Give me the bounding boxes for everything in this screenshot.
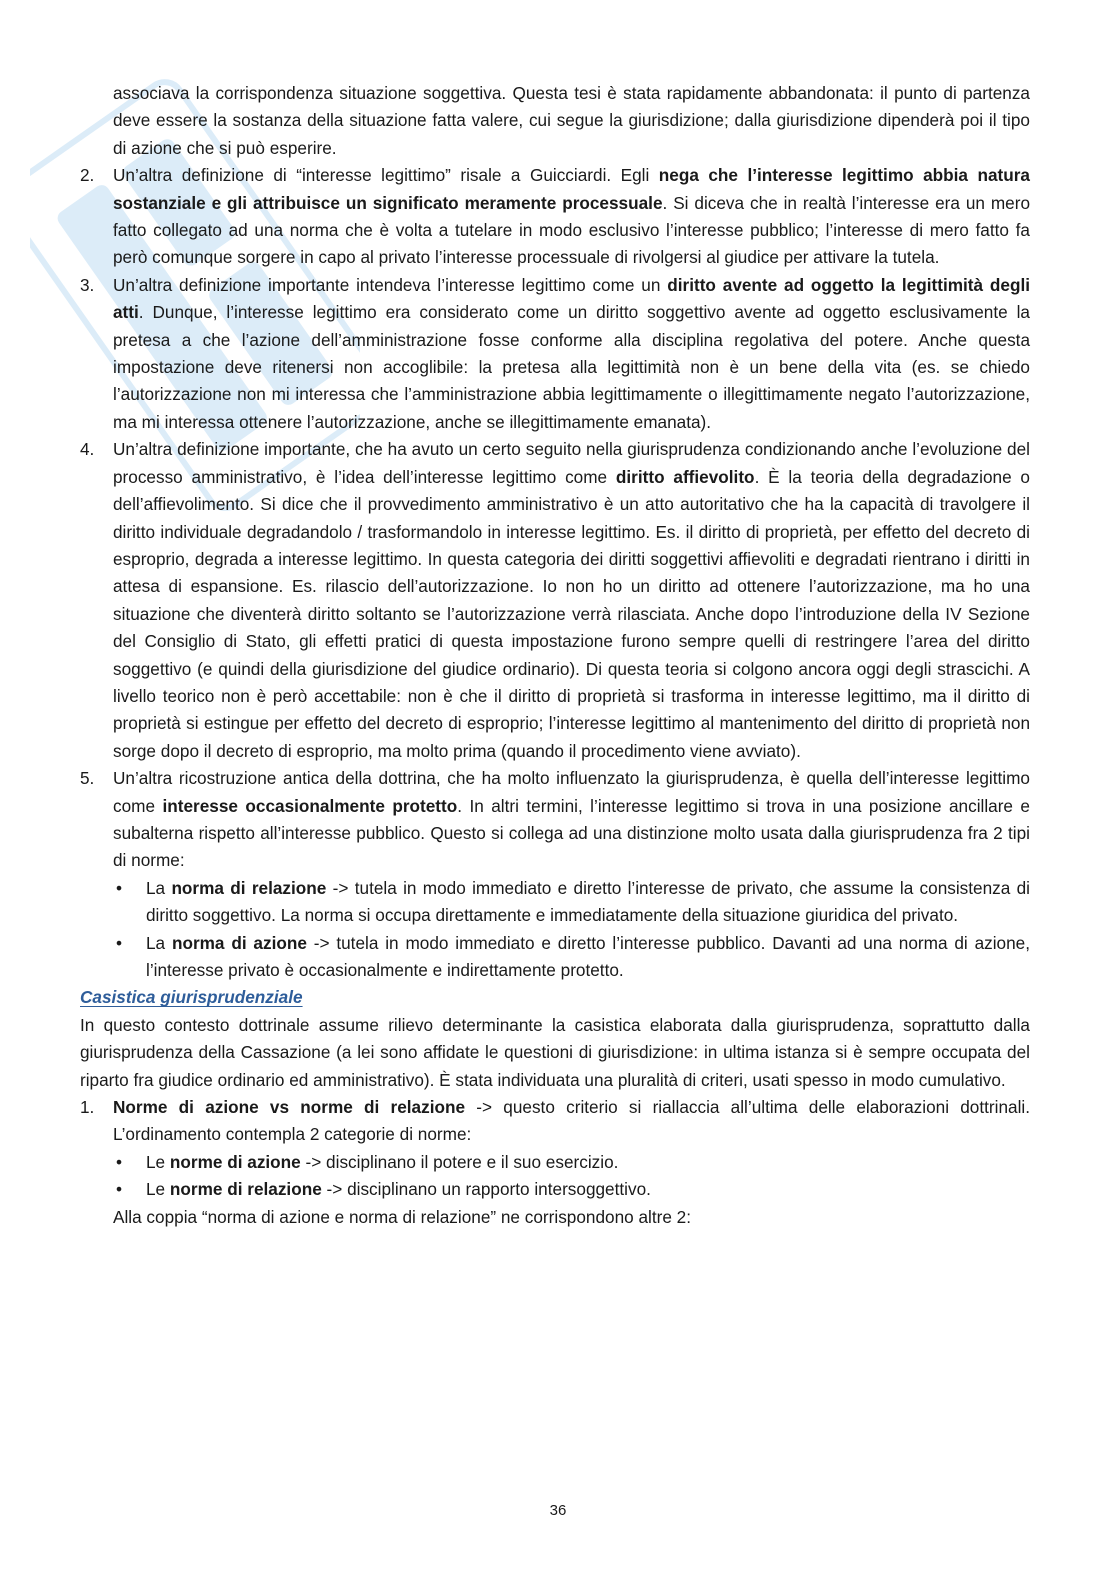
section-intro: In questo contesto dottrinale assume rilievo determinante la casistica elaborata dalla giurisprudenza, soprattutto dalla giurisprudenza della Cassazione (a lei sono affidate le questioni di giurisdizione: in ultima istanza si è sempre occupata del riparto fra giudice ordinario ed amministrativo). È stata individuata una pluralità di criteri, usati spesso in modo cumulativo.: [80, 1014, 1030, 1090]
bullet-bold-text: norme di azione: [169, 1151, 301, 1172]
bullet-text: -> disciplinano un rapporto intersoggettivo.: [321, 1179, 651, 1200]
list-number: 5.: [80, 768, 95, 789]
bullet-bold-text: norma di azione: [171, 932, 307, 953]
list-text: Un’altra definizione importante intendeva l’interesse legittimo come un: [113, 274, 668, 295]
bullet-text: -> tutela in modo immediato e diretto l’interesse de privato, che assume la consistenza di diritto soggettivo. La norma si occupa direttamente e immediatamente della situazione giuridica del privato.: [146, 877, 1031, 926]
bullet-icon: •: [116, 932, 123, 953]
list-item: [80, 162, 1030, 272]
bullet-item: [113, 875, 1030, 930]
list-bold-text: nega che l’interesse legittimo abbia natura sostanziale e gli attribuisce un significato meramente processuale: [113, 165, 1030, 213]
list-text: Un’altra definizione di “interesse legittimo” risale a Guicciardi. Egli: [113, 165, 659, 186]
bullet-text: Le: [146, 1179, 170, 1200]
list-item: [80, 436, 1030, 765]
list-text: . Dunque, l’interesse legittimo era considerato come un diritto soggettivo avente ad oggetto esclusivamente la pretesa a che l’azione dell’amministrazione fosse conforme alla disciplina regolativa del potere. Anche questa impostazione deve ritenersi non accoglibile: la pretesa alla legittimità non è un bene della vita (es. se chiedo l’autorizzazione non mi interessa che l’amministrazione abbia legittimamente o illegittimamente negato l’autorizzazione, ma mi interessa ottenere l’autorizzazione, anche se illegittimamente emanata).: [113, 302, 1030, 432]
list-bold-text: Norme di azione vs norme di relazione: [113, 1097, 466, 1118]
list-bold-text: diritto affievolito: [615, 466, 755, 487]
bullet-icon: •: [116, 1151, 123, 1172]
bullet-item: [113, 930, 1030, 985]
bullet-icon: •: [116, 877, 123, 898]
bullet-list: [80, 875, 1030, 985]
bullet-text: La: [146, 877, 172, 898]
page-number: 36: [549, 1502, 567, 1519]
list-number: 3.: [80, 274, 95, 295]
paragraph-trailing: Alla coppia “norma di azione e norma di relazione” ne corrispondono altre 2:: [113, 1206, 692, 1227]
list-item: [80, 765, 1030, 875]
bullet-text: -> disciplinano il potere e il suo esercizio.: [300, 1151, 619, 1172]
bullet-bold-text: norme di relazione: [169, 1179, 322, 1200]
list-bold-text: interesse occasionalmente protetto: [162, 795, 458, 816]
list-text: . È la teoria della degradazione o dell’affievolimento. Si dice che il provvedimento amministrativo è un atto autoritativo che ha la capacità di travolgere il diritto individuale degradandolo / trasformandolo in interesse legittimo. Es. il diritto di proprietà, per effetto del decreto di esproprio, degrada a interesse legittimo. In questa categoria dei diritti soggettivi affievoliti e degradati rientrano i diritti in attesa di espansione. Es. rilascio dell’autorizzazione. Io non ho un diritto ad ottenere l’autorizzazione, ma ho una situazione che diventerà diritto soltanto se l’autorizzazione verrà rilasciata. Anche dopo l’introduzione della IV Sezione del Consiglio di Stato, gli effetti pratici di questa impostazione furono sempre quelli di restringere l’area del diritto soggettivo (e quindi della giurisdizione del giudice ordinario). Di questa teoria si colgono ancora oggi degli strascichi. A livello teorico non è però accettabile: non è che il diritto di proprietà si trasforma in interesse legittimo, ma il diritto di proprietà si estingue per effetto del decreto di esproprio; l’interesse legittimo al mantenimento del diritto di proprietà non sorge dopo il decreto di esproprio, ma molto prima (quando il procedimento viene avviato).: [113, 466, 1030, 761]
bullet-text: Le: [146, 1151, 170, 1172]
bullet-icon: •: [116, 1179, 123, 1200]
paragraph-continuation: associava la corrispondenza situazione soggettiva. Questa tesi è stata rapidamente abbandonata: il punto di partenza deve essere la sostanza della situazione fatta valere, cui segue la giurisdizione; dalla giurisdizione dipenderà poi il tipo di azione che si può esperire.: [113, 83, 1030, 158]
list-text: Un’altra ricostruzione antica della dottrina, che ha molto influenzato la giurisprudenza, è quella dell’interesse legittimo come: [113, 768, 1030, 816]
bullet-item: [113, 1149, 1030, 1176]
list-number: 4.: [80, 439, 95, 460]
section-heading: Casistica giurisprudenziale: [80, 987, 303, 1008]
list-text: . In altri termini, l’interesse legittimo si trova in una posizione ancillare e subalterna rispetto all’interesse pubblico. Questo si collega ad una distinzione molto usata dalla giurisprudenza fra 2 tipi di norme:: [113, 795, 1030, 871]
bullet-item: [113, 1176, 1030, 1203]
list-item: [80, 1094, 1030, 1149]
bullet-text: La: [146, 932, 172, 953]
list-text: . Si diceva che in realtà l’interesse era un mero fatto collegato ad una norma che è volta a tutelare in modo esclusivo l’interesse pubblico; l’interesse di mero fatto fa però comunque sorgere in capo al privato l’interesse processuale di rivolgersi al giudice per attivare la tutela.: [113, 192, 1030, 268]
list-number: 1.: [80, 1097, 95, 1118]
document-body: [80, 80, 1030, 1231]
list-item: [80, 272, 1030, 436]
list-number: 2.: [80, 165, 95, 186]
bullet-bold-text: norma di relazione: [171, 877, 327, 898]
list-text: -> questo criterio si riallaccia all’ultima delle elaborazioni dottrinali. L’ordinamento contempla 2 categorie di norme:: [113, 1097, 1030, 1145]
list-text: Un’altra definizione importante, che ha avuto un certo seguito nella giurisprudenza condizionando anche l’evoluzione del processo amministrativo, è l’idea dell’interesse legittimo come: [113, 439, 1030, 487]
numbered-list: [80, 162, 1030, 875]
bullet-text: -> tutela in modo immediato e diretto l’interesse pubblico. Davanti ad una norma di azione, l’interesse privato è occasionalmente e indirettamente protetto.: [146, 932, 1030, 980]
list-bold-text: diritto avente ad oggetto la legittimità degli atti: [113, 274, 1030, 323]
numbered-list: [80, 1094, 1030, 1149]
bullet-list: [80, 1149, 1030, 1204]
